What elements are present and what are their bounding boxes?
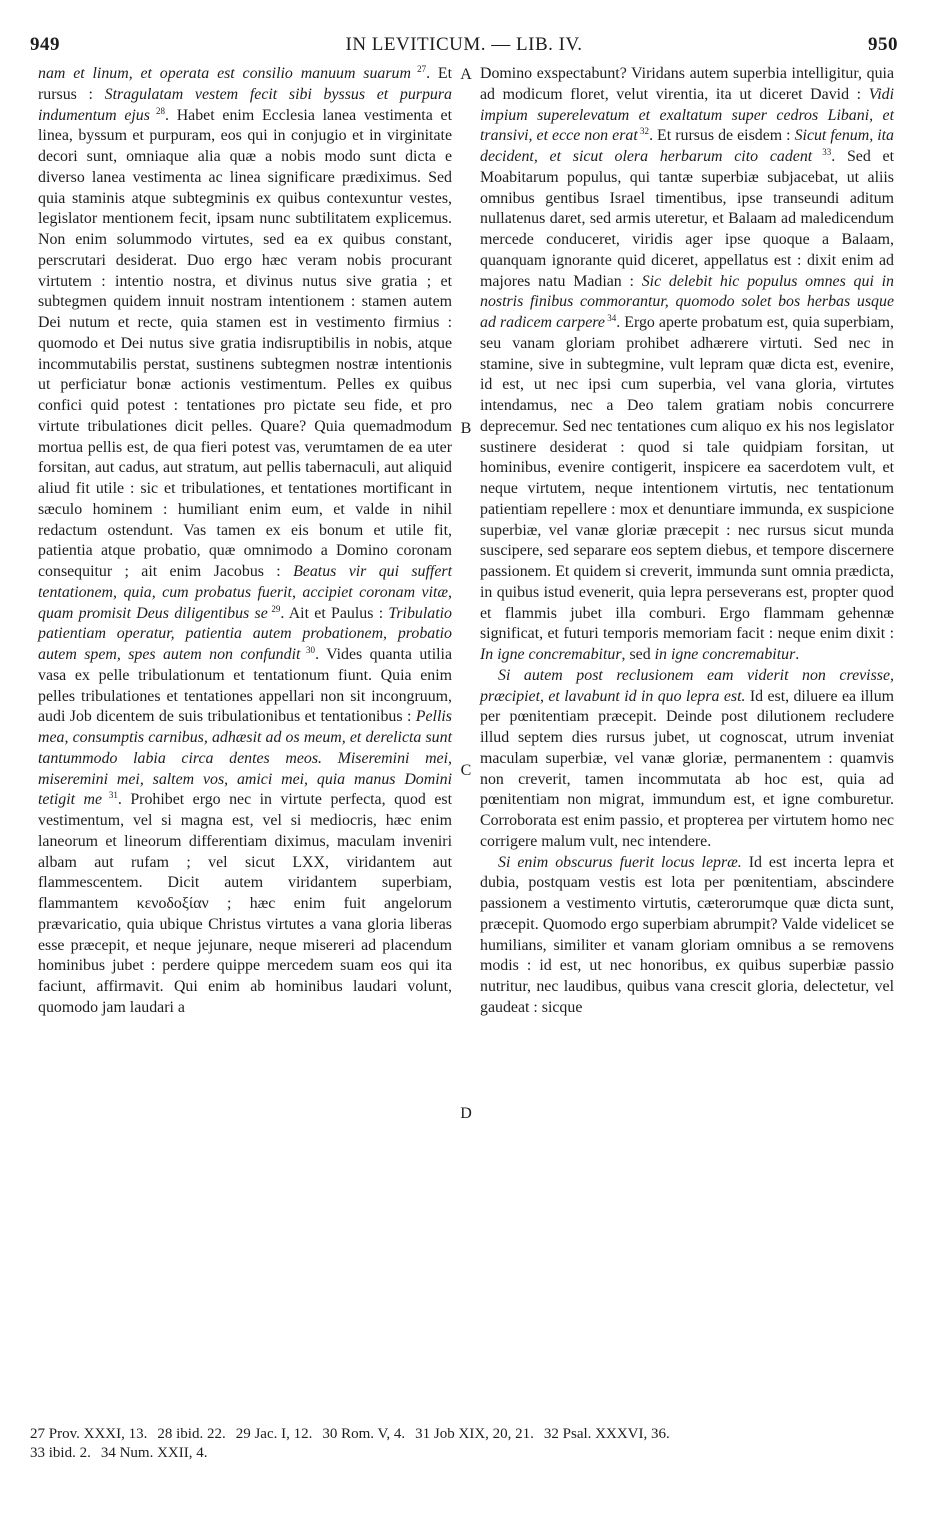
text-run: Id est, diluere ea illum per pœnitentiam præcepit. Deinde post dilutionem recludere illud septem dies rursus jubet, ut cognoscat, utrum inveniat maculam superbiæ, vel vanæ gloriæ, permanentem : quamvis non creverit, tamen incommutata ab hoc est, quia ad pœnitentiam non migrat, immundum est, et igne comburetur. Corroborata est enim passio, et propterea per virtutem homo nec corrigere malum vult, nec intendere. <box>480 687 895 850</box>
footnote-ref: 34 <box>604 313 617 323</box>
paragraph <box>480 853 894 1019</box>
footnote-ref: 31 <box>102 790 118 801</box>
italic-quote: in igne concremabitur <box>654 646 796 663</box>
text-run: . Sed et Moabitarum populus, qui tantæ superbiæ subjacebat, ut aliis omnibus gentibus Israel timentibus, ipse transeundi aditum nullatenus daret, sed armis uteretur, et Balaam ad maledicendum mercede conduceret, viridis ager ipse quoque a Balaam, quanquam ignorante quid diceret, appellatus est : dixit enim ad majores natu Madian : <box>480 148 894 290</box>
footnote: 32 Psal. XXXVI, 36. <box>543 1426 670 1442</box>
italic-quote: In igne concremabitur <box>480 646 622 663</box>
footnote-ref: 30 <box>300 645 316 655</box>
paragraph <box>480 64 894 666</box>
italic-quote: Tribulatio patientiam operatur, patientia autem probationem, probatio autem spem, spes autem non confundit <box>38 604 452 663</box>
page-number-left: 949 <box>30 34 60 55</box>
text-run: . Et rursus : <box>38 65 452 103</box>
text-run: . Vides quanta utilia vasa ex pelle tribulationum et tentationum fiunt. Quia enim pelles tribulationes et tentationes appellari non sit incongruum, audi Job dicentem de suis tribulationibus et tentationibus : <box>38 646 453 726</box>
italic-quote: Si enim obscurus fuerit locus lepræ. <box>498 853 742 871</box>
footnote: 34 Num. XXII, 4. <box>100 1445 208 1461</box>
footnote: 29 Jac. I, 12. <box>235 1426 313 1442</box>
footnote: 33 ibid. 2. <box>30 1445 91 1461</box>
text-run: . Ait et Paulus : <box>280 604 389 622</box>
margin-letter-d: D <box>460 1105 472 1122</box>
text-run: . <box>795 646 800 663</box>
footnote-ref: 33 <box>812 147 832 157</box>
footnote-ref: 29 <box>267 603 281 614</box>
paragraph <box>480 666 894 853</box>
footnotes <box>30 1425 898 1463</box>
text-run: . Habet enim Ecclesia lanea vestimenta et linea, byssum et purpuram, eos qui in conjugio et in virginitate decori sunt, omniaque alia quæ a nobis modo sunt dicta e diverso lanea vestimenta ac linea significare prædiximus. Sed quia staminis atque subtegminis ex quibus contexuntur vestes, legislator mentionem fecit, ipsam nunc subtilitatem explicemus. Non enim solummodo virtutes, sed ea ex quibus constant, perscrutari desiderat. Duo ergo hæc veram nobis procurant virtutem : intentio nostra, et divinus nutus sive gratia ; et subtegmen quidem innuit nostram intentionem : stamen autem Dei nutum et recte, quia stamen est in vestimento firmius : quomodo et Dei nutus sive gratia indisruptibilis in nobis, atque incommutabilis perstat, sustinens subtegmen nostræ intentionis ut perficiatur bonæ actionis vestimentum. Pelles ex quibus confici quid potest : tentationes pro pictate seu fide, et pro virtute tribulationes dicit pelles. Quare? Quia quemadmodum mortua pellis est, de qua fieri potest vas, verumtamen de ea uter forsitan, aut cadus, aut stratum, aut pellis tabernaculi, aut aliquid aliud fit utile : sic et tribulationes, et tentationes mortificant in sæculo hominem : humiliant enim eum, et valde in nihil redactum ostendunt. Vas tamen ex eis bonum et utile fit, patientia atque probatio, quæ omnimodo a Domino coronam consequitur ; ait enim Jacobus : <box>38 106 452 580</box>
footnote-ref: 27 <box>410 64 427 74</box>
paragraph <box>38 64 452 1019</box>
italic-quote: Beatus vir qui suffert tentationem, quia, cum probatus fuerit, accipiet coronam vitæ, quam promisit Deus diligentibus se <box>38 563 452 622</box>
running-title: IN LEVITICUM. — LIB. IV. <box>345 34 583 55</box>
text-run: , sed <box>621 646 655 663</box>
margin-letter-c: C <box>460 762 472 779</box>
italic-quote: Sic delebit hic populus omnes qui in nostris finibus commorantur, quomodo solet bos herbas usque ad radicem carpere <box>480 272 894 331</box>
italic-quote: Pellis mea, consumptis carnibus, adhæsit ad os meum, et derelicta sunt tantummodo labia circa dentes meos. Miseremini mei, miseremini mei, saltem vos, amici mei, quia manus Domini tetigit me <box>38 708 452 809</box>
italic-quote: Stragulatam vestem fecit sibi byssus et purpura indumentum ejus <box>38 85 453 124</box>
text-run: . Ergo aperte probatum est, quia superbiam, seu vanam gloriam prohibet adhærere virtuti. Sed nec in stamine, sive in subtegmine, vult lepram quæ dicta est, evenire, id est, ut nec ipsi cum superbia, vel vana gloria, virtutes intendamus, nec a Deo talem gratiam nobis concurrere deprecemur. Sed nec tentationes cum aliquo ex his nos legislator sustinere desiderat : quod si tale quidpiam forsitan, ut hominibus, evenire contigerit, inspicere ea sacerdotem vult, et neque virtutem, neque intentionem virtutis, nec tentationum patientiam repellere : mox et denuntiare immunda, ex suspicione superbiæ, vel vanæ gloriæ præcepit : nec rursus sicut munda suscipere, sed separare eos septem diebus, et tempore discernere passionem. Et quidem si creverit, immunda sunt omnia prædicta, in quibus istud evenerit, quia lepra perseverans est, propter quod et flammis jubet illa comburi. Ergo flammam gehennæ significat, et futuri temporis memoriam facit : neque enim dixit : <box>480 314 895 643</box>
italic-quote: Vidi impium superelevatum et exaltatum super cedros Libani, et transivi, et ecce non erat <box>480 85 894 145</box>
text-run: . Prohibet ergo nec in virtute perfecta, quod est vestimentum, vel si magna est, vel si mediocris, hæc enim laneorum et lineorum differentiam diximus, maculam inveniri albam aut rufam ; vel sicut LXX, viridantem aut flammescentem. Dicit autem viridantem superbiam, flammantem κενοδοξίαν ; hæc enim fuit angelorum prævaricatio, quia ubique Christus virtutes a vana gloria liberas esse præcepit, et neque jejunare, neque misereri ad placendum hominibus jubet : perdere quippe mercedem suam eos qui ita faciunt, affirmavit. Qui enim ab hominibus laudari volunt, quomodo jam laudari a <box>38 791 452 1016</box>
italic-quote: nam et linum, et operata est consilio manuum suarum <box>38 65 411 82</box>
footnote: 31 Job XIX, 20, 21. <box>415 1426 534 1442</box>
italic-quote: Sicut fenum, ita decident, et sicut olera herbarum cito cadent <box>480 127 894 165</box>
text-run: Id est incerta lepra et dubia, postquam vestis est lota per pœnitentiam, abscindere passionem a vestimento virtutis, cæterorumque quæ dicta sunt, præcepit. Quomodo ergo superbiam abrumpit? Valde videlicet se humilians, similiter et vanam gloriam omnibus a se removens modis : id est, ut nec honoribus, ex quibus superbiæ passio nutritur, nec laudibus, quibus vana crescit gloria, delectetur, vel gaudeat : sicque <box>480 853 894 1016</box>
margin-letter-b: B <box>460 420 472 437</box>
page-number-right: 950 <box>868 34 898 55</box>
footnote: 28 ibid. 22. <box>157 1426 226 1442</box>
text-run: Domino exspectabunt? Viridans autem superbia intelligitur, quia ad modicum floret, velut virentia, ita ut diceret David : <box>480 65 894 103</box>
running-header <box>30 34 898 62</box>
footnote-ref: 32 <box>637 126 650 137</box>
text-run: . Et rursus de eisdem : <box>649 127 795 145</box>
italic-quote: Si autem post reclusionem eam viderit non crevisse, præcipiet, et lavabunt id in quo lepra est. <box>480 666 894 705</box>
footnote-ref: 28 <box>149 105 165 116</box>
footnote: 27 Prov. XXXI, 13. <box>30 1426 148 1442</box>
left-column <box>38 64 452 1019</box>
right-column <box>480 64 894 1019</box>
margin-letter-a: A <box>460 66 472 83</box>
footnote: 30 Rom. V, 4. <box>322 1426 406 1442</box>
